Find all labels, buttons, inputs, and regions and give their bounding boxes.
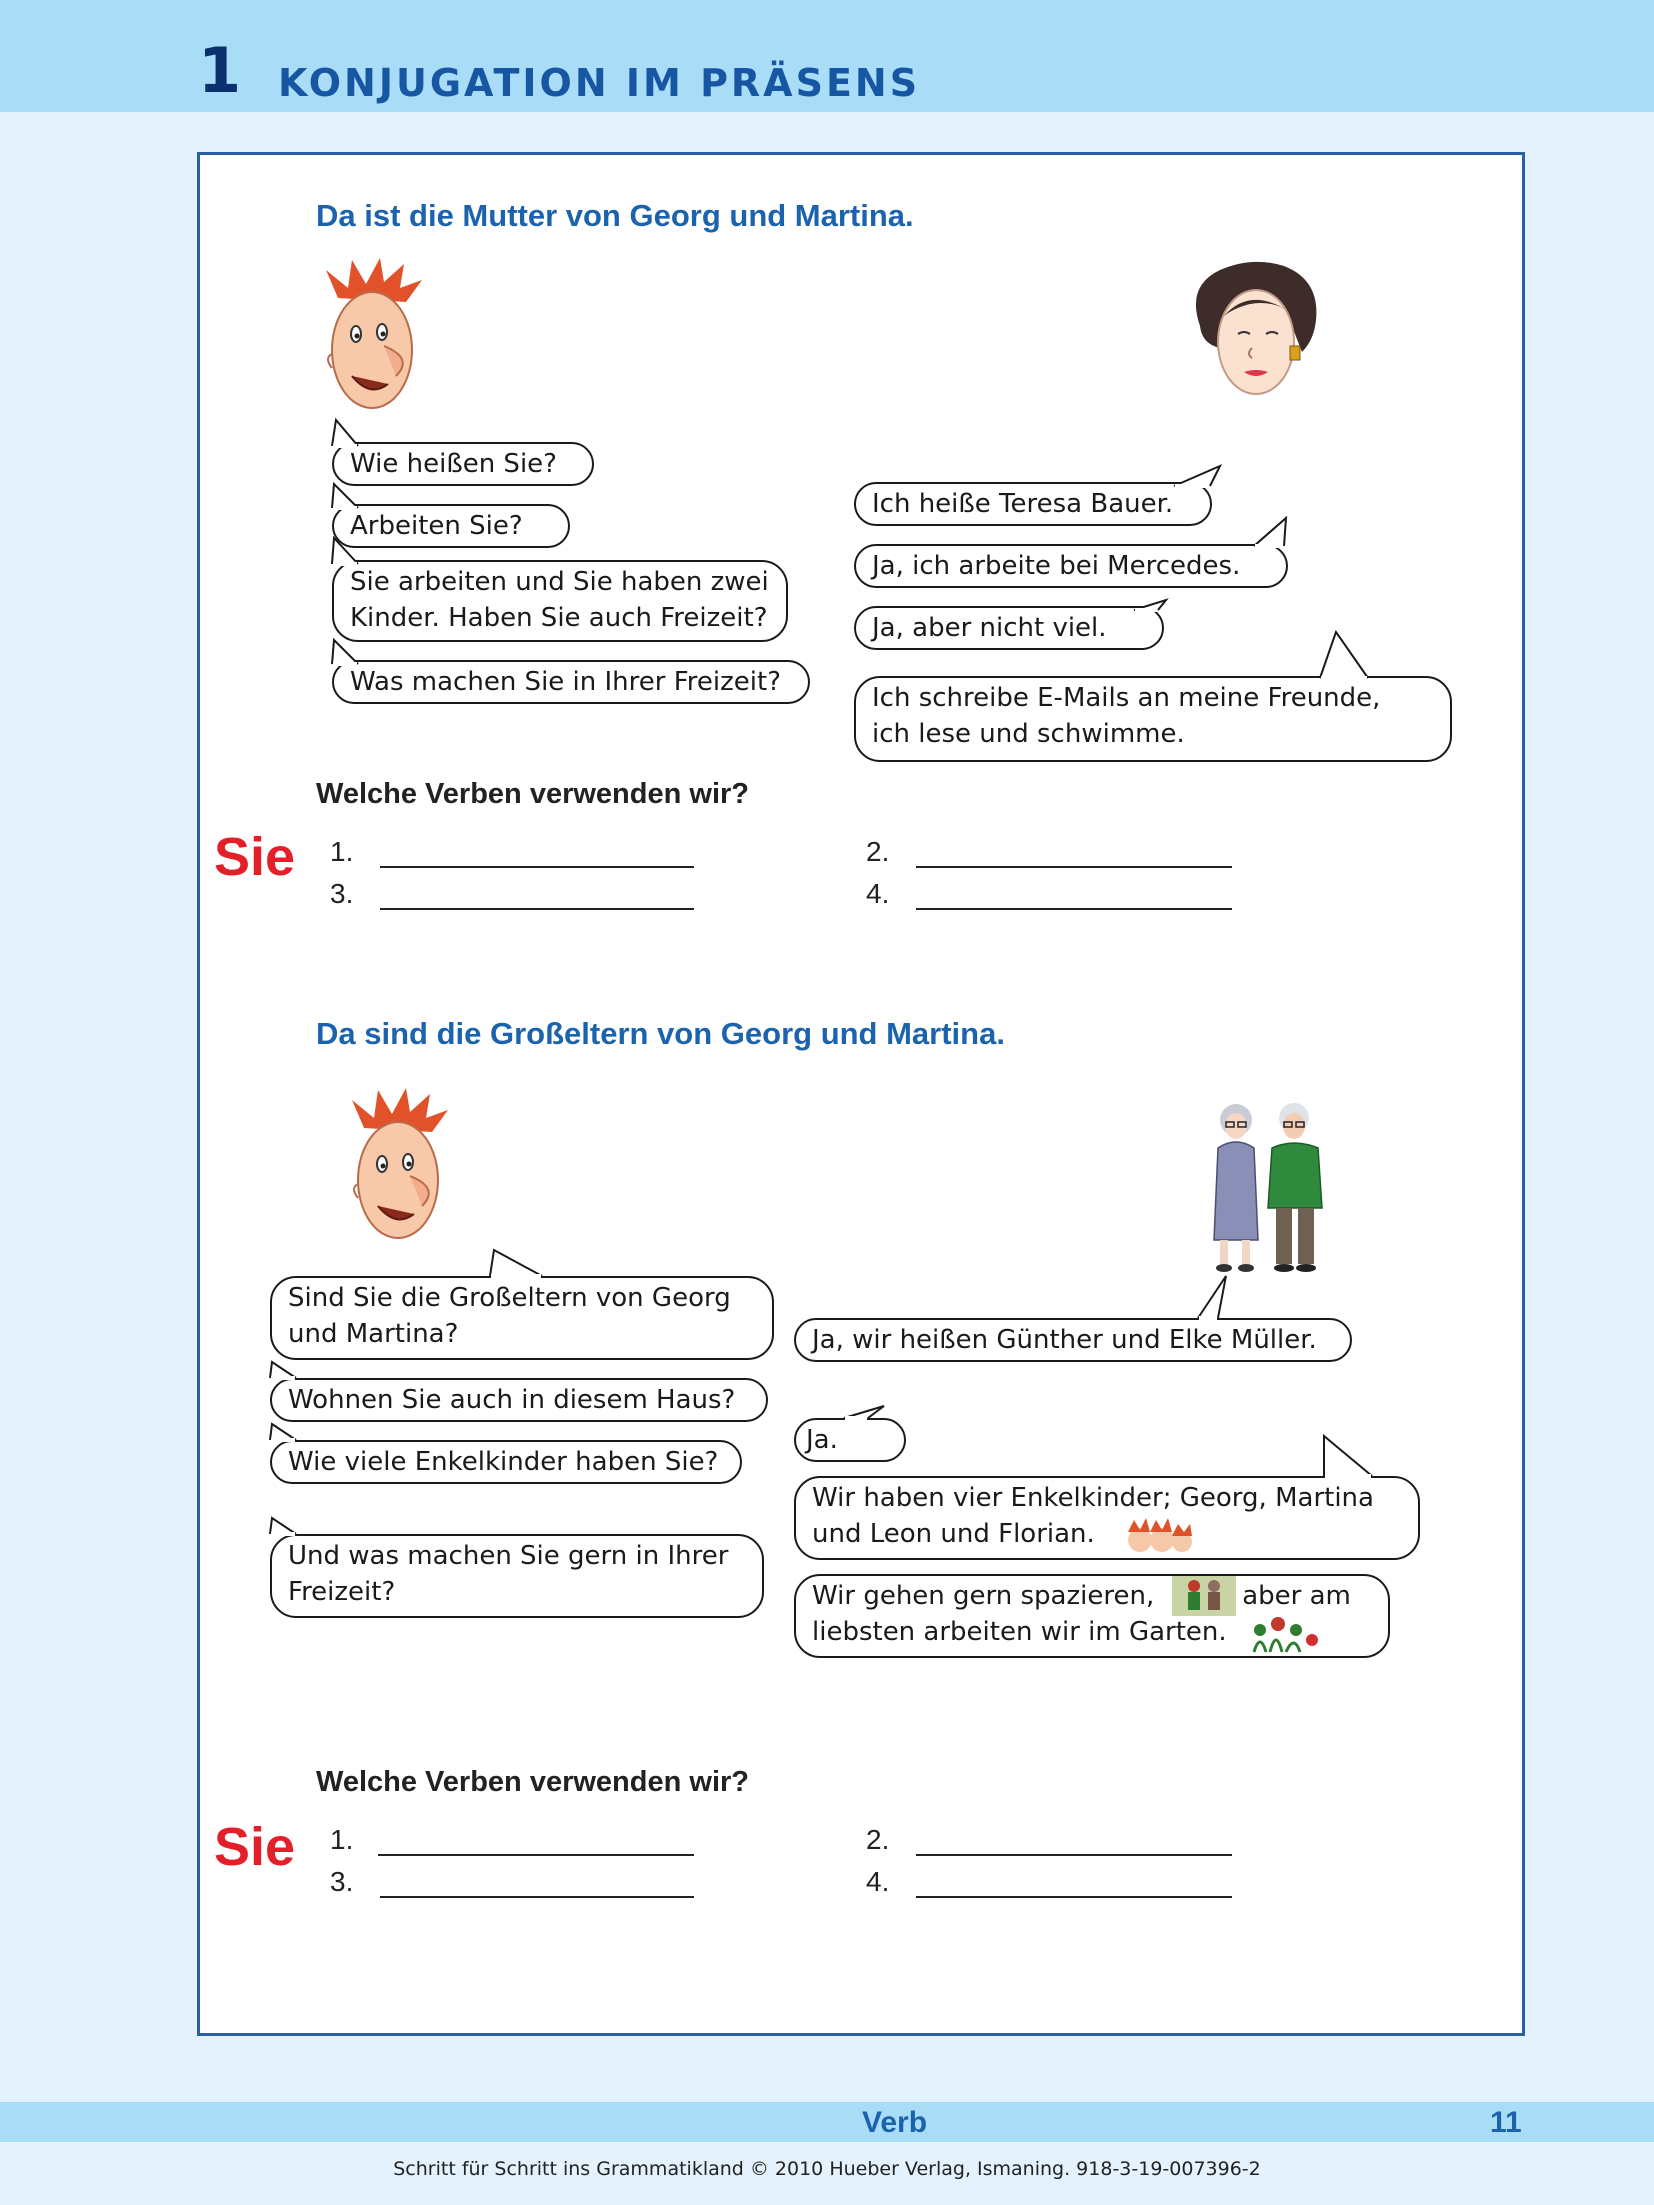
- bubble-text: Was machen Sie in Ihrer Freizeit?: [350, 667, 781, 697]
- bubble-tail: [328, 482, 368, 510]
- answer-line[interactable]: [916, 908, 1232, 910]
- bubble-text: ich lese und schwimme.: [872, 719, 1185, 749]
- answer-line[interactable]: [916, 1854, 1232, 1856]
- speech-bubble: [854, 544, 1288, 588]
- bubble-tail: [1252, 516, 1292, 548]
- bubble-text: Ja, ich arbeite bei Mercedes.: [872, 551, 1241, 581]
- answer-number: 2.: [866, 836, 890, 867]
- answer-line[interactable]: [380, 908, 694, 910]
- bubble-tail: [842, 1404, 888, 1420]
- answer-number: 2.: [866, 1824, 890, 1855]
- speech-bubble: [794, 1418, 906, 1462]
- walking-couple-icon: [1172, 1576, 1236, 1616]
- bubble-tail: [1132, 598, 1172, 612]
- footer-topic: Verb: [862, 2106, 928, 2139]
- answer-blank: [330, 838, 353, 866]
- bubble-text: Freizeit?: [288, 1577, 396, 1607]
- answer-blank: [866, 880, 889, 908]
- bubble-tail: [1316, 630, 1372, 680]
- bubble-tail: [486, 1248, 546, 1278]
- speech-bubble: [270, 1378, 768, 1422]
- footer-band: [0, 2102, 1654, 2142]
- section1-pronoun: Sie: [214, 827, 296, 887]
- bubble-tail: [1320, 1434, 1376, 1478]
- answer-line[interactable]: [380, 866, 694, 868]
- bubble-text: Wie heißen Sie?: [350, 449, 557, 479]
- copyright-line: Schritt für Schritt ins Grammatikland © 2010 Hueber Verlag, Ismaning. 918-3-19-007396-2: [393, 2158, 1261, 2180]
- bubble-text: Wohnen Sie auch in diesem Haus?: [288, 1385, 736, 1415]
- bubble-text: Ja.: [806, 1425, 838, 1455]
- bubble-text: liebsten arbeiten wir im Garten.: [812, 1617, 1227, 1647]
- speech-bubble: [332, 660, 810, 704]
- answer-blank: [866, 1868, 889, 1896]
- chapter-number: 1: [198, 34, 242, 107]
- speech-bubble: [270, 1276, 774, 1360]
- speech-bubble: [332, 560, 788, 642]
- answer-number: 3.: [330, 878, 354, 909]
- boy-face-illustration: [344, 1088, 456, 1248]
- flowers-icon: [1246, 1612, 1322, 1654]
- bubble-tail: [328, 418, 368, 448]
- bubble-text: Kinder. Haben Sie auch Freizeit?: [350, 603, 768, 633]
- section2-pronoun: Sie: [214, 1817, 296, 1877]
- bubble-text-part: Wir gehen gern spazieren,: [812, 1581, 1155, 1611]
- bubble-tail: [266, 1360, 306, 1380]
- bubble-text: Ich schreibe E-Mails an meine Freunde,: [872, 683, 1381, 713]
- bubble-tail: [266, 1516, 306, 1536]
- answer-line[interactable]: [916, 866, 1232, 868]
- bubble-text: Wir haben vier Enkelkinder; Georg, Martina: [812, 1483, 1374, 1513]
- answer-blank: [866, 1826, 889, 1854]
- bubble-tail: [328, 536, 368, 566]
- speech-bubble: [332, 442, 594, 486]
- bubble-text: und Martina?: [288, 1319, 459, 1349]
- bubble-text: Und was machen Sie gern in Ihrer: [288, 1541, 729, 1571]
- bubble-text: [812, 1578, 1372, 1614]
- page-number: 11: [1490, 2106, 1522, 2139]
- boy-face-illustration: [318, 258, 430, 418]
- bubble-text: und Leon und Florian.: [812, 1519, 1095, 1549]
- bubble-tail: [1172, 464, 1224, 488]
- bubble-text: Arbeiten Sie?: [350, 511, 523, 541]
- speech-bubble: [854, 482, 1212, 526]
- bubble-text-part: aber am: [1242, 1581, 1351, 1611]
- answer-blank: [330, 880, 353, 908]
- bubble-text: Sind Sie die Großeltern von Georg: [288, 1283, 731, 1313]
- bubble-text: Ja, wir heißen Günther und Elke Müller.: [812, 1325, 1317, 1355]
- speech-bubble: [794, 1476, 1420, 1560]
- bubble-text: Sie arbeiten und Sie haben zwei: [350, 567, 769, 597]
- speech-bubble: [854, 676, 1452, 762]
- bubble-text: Ich heiße Teresa Bauer.: [872, 489, 1174, 519]
- answer-number: 3.: [330, 1866, 354, 1897]
- chapter-title: KONJUGATION IM PRÄSENS: [278, 61, 921, 105]
- section2-question: Welche Verben verwenden wir?: [316, 1766, 750, 1798]
- section1-question: Welche Verben verwenden wir?: [316, 778, 750, 810]
- answer-line[interactable]: [380, 1896, 694, 1898]
- answer-number: 1.: [330, 1824, 354, 1855]
- mother-face-illustration: [1180, 256, 1330, 416]
- answer-blank: [330, 1826, 353, 1854]
- answer-number: 1.: [330, 836, 354, 867]
- bubble-tail: [266, 1422, 306, 1442]
- speech-bubble: [794, 1318, 1352, 1362]
- speech-bubble: [854, 606, 1164, 650]
- answer-number: 4.: [866, 1866, 890, 1897]
- bubble-text: Ja, aber nicht viel.: [872, 613, 1107, 643]
- bubble-tail: [1196, 1274, 1230, 1320]
- answer-blank: [866, 838, 889, 866]
- answer-blank: [330, 1868, 353, 1896]
- answer-line[interactable]: [916, 1896, 1232, 1898]
- speech-bubble: [270, 1440, 742, 1484]
- speech-bubble: [270, 1534, 764, 1618]
- grandchildren-heads-icon: [1124, 1518, 1194, 1558]
- grandparents-illustration: [1202, 1098, 1334, 1276]
- answer-number: 4.: [866, 878, 890, 909]
- section1-heading: Da ist die Mutter von Georg und Martina.: [316, 198, 914, 233]
- bubble-tail: [328, 638, 368, 666]
- answer-line[interactable]: [378, 1854, 694, 1856]
- section2-heading: Da sind die Großeltern von Georg und Martina.: [316, 1016, 1005, 1051]
- bubble-text: Wie viele Enkelkinder haben Sie?: [288, 1447, 719, 1477]
